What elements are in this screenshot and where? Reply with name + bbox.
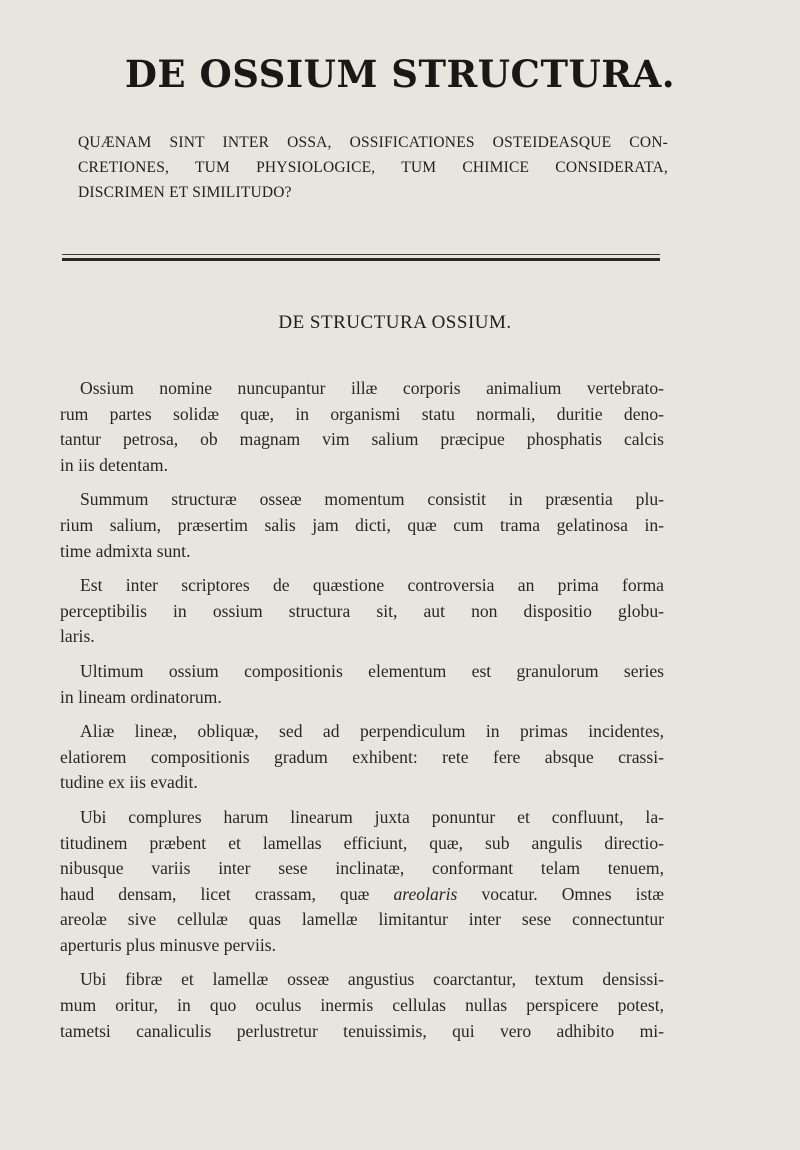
text-line: tantur petrosa, ob magnam vim salium præcipue phosphatis calcis (60, 429, 664, 450)
text-segment: haud densam, licet crassam, quæ (60, 883, 370, 904)
italic-term: areolaris (393, 883, 458, 904)
text-line: laris. (60, 626, 95, 647)
text-line: Summum structuræ osseæ momentum consistit in præsentia plu- (80, 489, 664, 510)
text-line: titudinem præbent et lamellas efficiunt, quæ, sub angulis directio- (60, 832, 664, 853)
text-line: elatiorem compositionis gradum exhibent: rete fere absque crassi- (60, 746, 664, 767)
text-line: tametsi canaliculis perlustretur tenuissimis, qui vero adhibito mi- (60, 1020, 664, 1041)
question-line: DISCRIMEN ET SIMILITUDO? (78, 184, 292, 201)
text-line: rum partes solidæ quæ, in organismi statu normali, duritie deno- (60, 403, 664, 424)
paragraph (60, 719, 664, 796)
text-line: nibusque variis inter sese inclinatæ, conformant telam tenuem, (60, 858, 664, 879)
text-line: areolæ sive cellulæ quas lamellæ limitantur inter sese connectuntur (60, 909, 664, 930)
text-line: Ossium nomine nuncupantur illæ corporis animalium vertebrato- (80, 378, 664, 398)
text-segment: vocatur. Omnes istæ (481, 883, 664, 904)
paragraph (60, 487, 664, 564)
body-text (60, 376, 664, 1053)
text-line: Aliæ lineæ, obliquæ, sed ad perpendiculum in primas incidentes, (80, 721, 664, 742)
text-line: time admixta sunt. (60, 540, 191, 561)
text-line: tudine ex iis evadit. (60, 772, 198, 793)
paragraph (60, 659, 664, 710)
text-line: aperturis plus minusve perviis. (60, 934, 276, 955)
page-title: DE OSSIUM STRUCTURA. (124, 52, 676, 96)
double-rule-divider (62, 254, 660, 264)
paragraph (60, 376, 664, 478)
question-block (78, 130, 668, 205)
text-line: Ultimum ossium compositionis elementum est granulorum series (80, 660, 664, 681)
question-line: QUÆNAM SINT INTER OSSA, OSSIFICATIONES OSTEIDEASQUE CON- (78, 134, 668, 151)
question-line: CRETIONES, TUM PHYSIOLOGICE, TUM CHIMICE CONSIDERATA, (78, 159, 668, 176)
paragraph (60, 805, 664, 959)
text-line: in iis detentam. (60, 454, 168, 475)
text-line: perceptibilis in ossium structura sit, aut non dispositio globu- (60, 600, 664, 621)
text-line: in lineam ordinatorum. (60, 686, 222, 707)
rule-thick (62, 258, 660, 261)
text-line: Ubi complures harum linearum juxta ponuntur et confluunt, la- (80, 806, 664, 827)
section-heading: DE STRUCTURA OSSIUM. (278, 312, 512, 333)
paragraph (60, 573, 664, 650)
text-line: mum oritur, in quo oculus inermis cellulas nullas perspicere potest, (60, 995, 664, 1016)
paragraph (60, 967, 664, 1044)
rule-thin (62, 254, 660, 255)
text-line (60, 882, 664, 908)
text-line: rium salium, præsertim salis jam dicti, quæ cum trama gelatinosa in- (60, 514, 664, 535)
text-line: Ubi fibræ et lamellæ osseæ angustius coarctantur, textum densissi- (80, 969, 664, 990)
text-line: Est inter scriptores de quæstione controversia an prima forma (80, 575, 664, 596)
